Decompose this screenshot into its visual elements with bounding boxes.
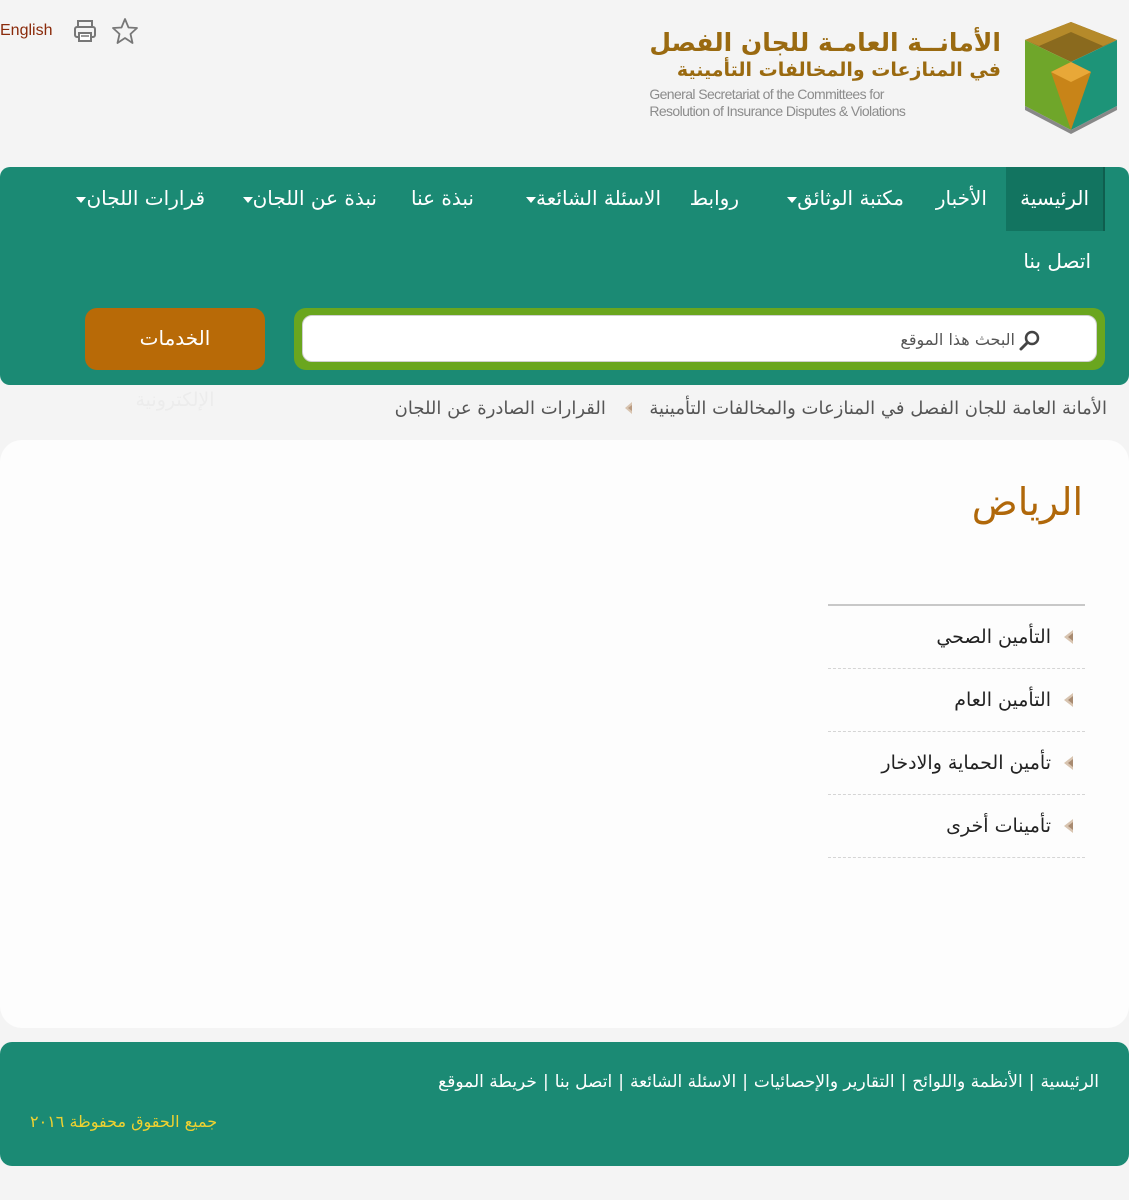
category-list (828, 604, 1085, 858)
chevron-down-icon (787, 197, 797, 203)
footer-link-faq[interactable]: الاسئلة الشائعة (629, 1072, 737, 1092)
category-label: التأمين العام (954, 689, 1051, 711)
category-label: التأمين الصحي (936, 626, 1051, 648)
chevron-down-icon (76, 197, 86, 203)
category-item-other-insurance[interactable] (828, 795, 1085, 858)
copyright-text: جميع الحقوق محفوظة ٢٠١٦ (30, 1112, 218, 1131)
print-icon[interactable] (70, 16, 100, 46)
nav-item-committee-decisions[interactable]: قرارات اللجان (72, 167, 205, 231)
breadcrumb-item-current: القرارات الصادرة عن اللجان (394, 398, 606, 419)
category-item-protection-savings[interactable] (828, 732, 1085, 795)
search-field-wrapper (302, 315, 1097, 362)
nav-item-links[interactable]: روابط (689, 186, 739, 210)
main-content (0, 440, 1129, 1028)
logo-title-en-2: Resolution of Insurance Disputes & Violations (649, 103, 906, 119)
breadcrumb-separator-icon (622, 399, 634, 420)
footer-separator: | (1028, 1072, 1035, 1092)
category-item-health-insurance[interactable] (828, 606, 1085, 669)
arrow-bullet-icon (1061, 754, 1075, 772)
arrow-bullet-icon (1061, 691, 1075, 709)
e-services-button[interactable]: الخدمات (85, 308, 265, 370)
top-header (0, 0, 1129, 160)
nav-item-documents-library[interactable]: مكتبة الوثائق (783, 167, 904, 231)
nav-item-news[interactable]: الأخبار (935, 186, 987, 210)
nav-item-home[interactable]: الرئيسية (1006, 167, 1105, 231)
arrow-bullet-icon (1061, 817, 1075, 835)
e-services-button-label-line2: الإلكترونية (135, 389, 215, 411)
search-icon[interactable] (1018, 328, 1042, 352)
footer-separator: | (618, 1072, 624, 1092)
nav-item-about-committees[interactable]: نبذة عن اللجان (239, 167, 377, 231)
logo-title-en-1: General Secretariat of the Committees for (649, 86, 884, 102)
star-icon[interactable] (110, 16, 140, 46)
category-label: تأمينات أخرى (946, 815, 1051, 837)
nav-item-contact-us[interactable]: اتصل بنا (1023, 249, 1091, 273)
english-language-link[interactable]: English (0, 22, 53, 39)
nav-item-about-us[interactable]: نبذة عنا (411, 186, 474, 210)
footer-link-reports[interactable]: التقارير والإحصائيات (753, 1072, 895, 1092)
chevron-down-icon (243, 197, 253, 203)
category-item-general-insurance[interactable] (828, 669, 1085, 732)
main-navigation (0, 167, 1129, 385)
page-title: الرياض (971, 480, 1083, 524)
site-logo[interactable] (649, 18, 1129, 138)
logo-text (649, 28, 1001, 120)
logo-subtitle-ar: في المنازعات والمخالفات التأمينية (676, 59, 1001, 81)
search-box (294, 308, 1105, 370)
site-footer (0, 1042, 1129, 1166)
category-label: تأمين الحماية والادخار (881, 752, 1051, 774)
footer-link-regulations[interactable]: الأنظمة واللوائح (912, 1072, 1023, 1092)
arrow-bullet-icon (1061, 628, 1075, 646)
footer-separator: | (742, 1072, 748, 1092)
footer-separator: | (542, 1072, 549, 1092)
logo-mark-icon (1017, 18, 1125, 136)
footer-link-sitemap[interactable]: خريطة الموقع (438, 1072, 537, 1092)
search-input[interactable] (313, 320, 1017, 358)
logo-title-ar: الأمانــة العامـة للجان الفصل (649, 28, 1001, 57)
footer-links (438, 1072, 1099, 1092)
breadcrumb-item-home[interactable]: الأمانة العامة للجان الفصل في المنازعات والمخالفات التأمينية (649, 398, 1107, 419)
chevron-down-icon (526, 197, 536, 203)
footer-link-contact[interactable]: اتصل بنا (554, 1072, 613, 1092)
breadcrumb (395, 398, 1107, 420)
footer-link-home[interactable]: الرئيسية (1040, 1072, 1099, 1092)
nav-item-faq[interactable]: الاسئلة الشائعة (522, 167, 661, 231)
footer-separator: | (900, 1072, 907, 1092)
